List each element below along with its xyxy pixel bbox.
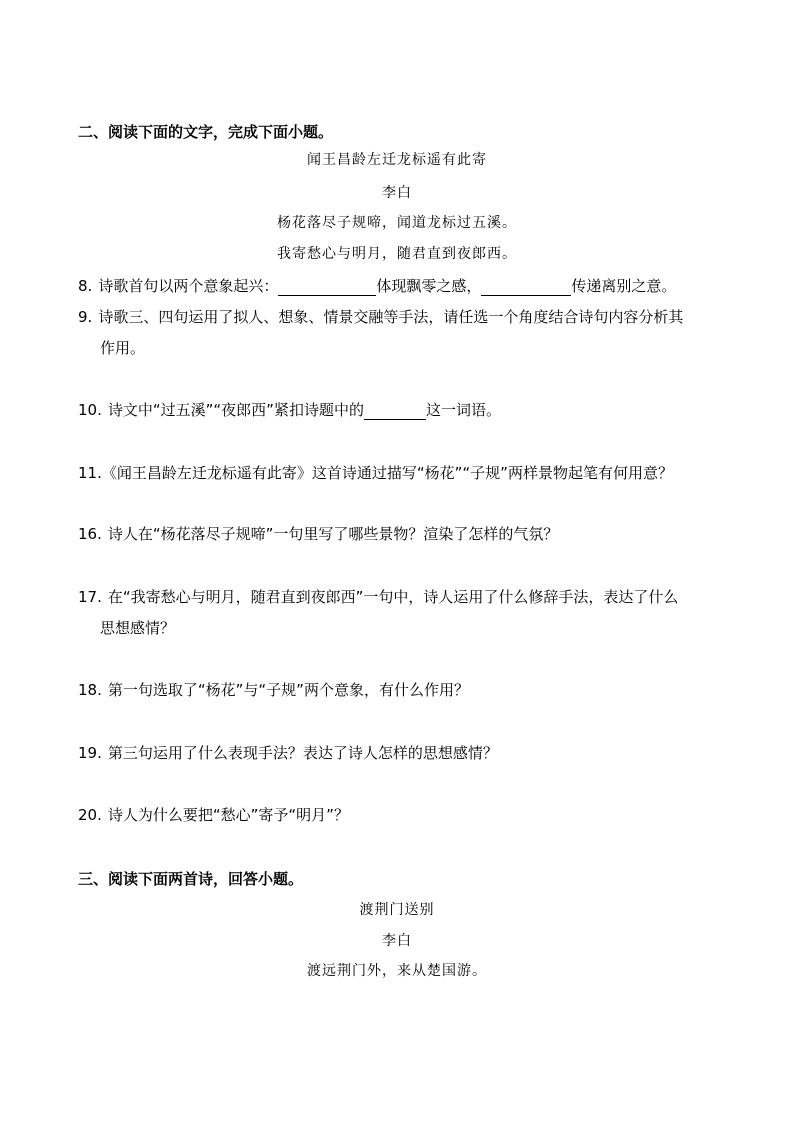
- question-18: [78, 680, 469, 700]
- question-text: 《闻王昌龄左迁龙标遥有此寄》这首诗通过描写“杨花”“子规”两样景物起笔有何用意？: [101, 464, 673, 482]
- question-text: 第一句选取了“杨花”与“子规”两个意象，有什么作用？: [107, 681, 469, 699]
- answer-blank[interactable]: [364, 403, 426, 420]
- question-number: 18.: [78, 681, 102, 699]
- question-text-continued: 思想感情？: [100, 619, 176, 637]
- question-10: [78, 400, 501, 420]
- poem-title: 渡荆门送别: [359, 902, 435, 918]
- question-11: [78, 463, 673, 483]
- question-text: 诗人为什么要把“愁心”寄予“明月”？: [107, 806, 349, 824]
- question-16: [78, 524, 558, 544]
- question-text: 在“我寄愁心与明月，随君直到夜郎西”一句中，诗人运用了什么修辞手法，表达了什么: [107, 588, 679, 606]
- answer-blank[interactable]: [481, 279, 571, 296]
- question-text: 诗歌三、四句运用了拟人、想象、情景交融等手法，请任选一个角度结合诗句内容分析其: [98, 308, 684, 326]
- question-number: 10.: [78, 401, 102, 419]
- question-number: 17.: [78, 588, 102, 606]
- question-number: 11.: [78, 464, 102, 482]
- question-19: [78, 743, 498, 763]
- question-number: 20.: [78, 806, 102, 824]
- question-text: 诗文中“过五溪”“夜郎西”紧扣诗题中的: [107, 401, 364, 419]
- question-number: 19.: [78, 744, 102, 762]
- poem-author: 李白: [382, 933, 412, 949]
- question-number: 16.: [78, 525, 102, 543]
- question-number: 9.: [78, 308, 93, 326]
- question-17: [78, 587, 678, 607]
- poem-line: 我寄愁心与明月，随君直到夜郎西。: [277, 246, 517, 262]
- question-20: [78, 805, 349, 825]
- question-text: 这一词语。: [425, 401, 501, 419]
- question-text: 诗歌首句以两个意象起兴：: [98, 277, 279, 295]
- answer-blank[interactable]: [278, 279, 376, 296]
- poem-author: 李白: [382, 185, 412, 201]
- poem-line: 渡远荆门外，来从楚国游。: [307, 963, 487, 979]
- poem-title: 闻王昌龄左迁龙标遥有此寄: [307, 152, 487, 168]
- poem-line: 杨花落尽子规啼，闻道龙标过五溪。: [277, 215, 517, 231]
- section-heading: 三、阅读下面两首诗，回答小题。: [78, 870, 304, 888]
- question-text-continued: 作用。: [100, 339, 146, 357]
- question-text: 传递离别之意。: [571, 277, 677, 295]
- question-text: 体现飘零之感，: [376, 277, 482, 295]
- section-heading: 二、阅读下面的文字，完成下面小题。: [78, 123, 334, 141]
- question-9: [78, 307, 683, 327]
- question-number: 8.: [78, 277, 93, 295]
- question-8: [78, 276, 676, 296]
- question-text: 第三句运用了什么表现手法？表达了诗人怎样的思想感情？: [107, 744, 498, 762]
- question-text: 诗人在“杨花落尽子规啼”一句里写了哪些景物？渲染了怎样的气氛？: [107, 525, 559, 543]
